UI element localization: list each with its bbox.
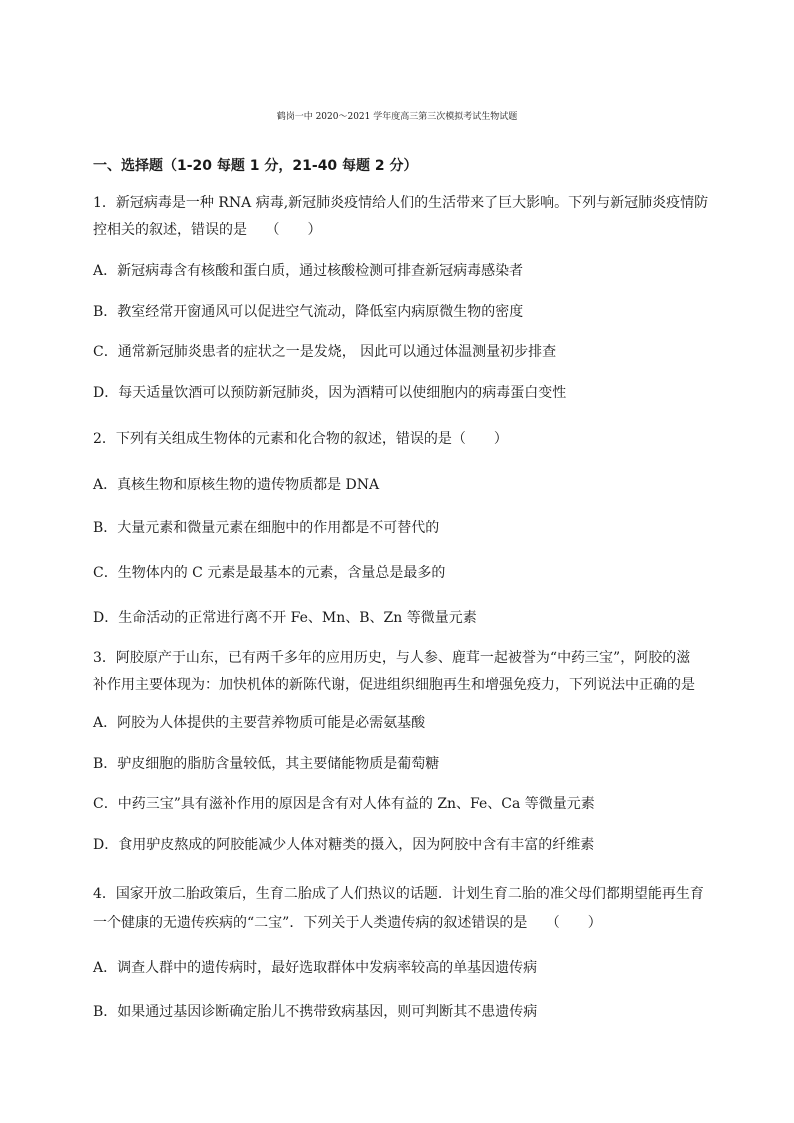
q2-option-c: C．生物体内的 C 元素是最基本的元素，含量总是最多的 bbox=[93, 565, 446, 581]
q3-stem-line1: 3．阿胶原产于山东，已有两千多年的应用历史，与人参、鹿茸一起被誉为“中药三宝”，阿胶的滋 bbox=[93, 650, 691, 666]
q3-option-b: B．驴皮细胞的脂肪含量较低，其主要储能物质是葡萄糖 bbox=[93, 756, 440, 772]
q4-stem-line1: 4．国家开放二胎政策后，生育二胎成了人们热议的话题．计划生育二胎的准父母们都期望能再生育 bbox=[93, 886, 704, 902]
q1-option-a: A．新冠病毒含有核酸和蛋白质，通过核酸检测可排查新冠病毒感染者 bbox=[93, 263, 524, 279]
q1-option-d: D．每天适量饮酒可以预防新冠肺炎，因为酒精可以使细胞内的病毒蛋白变性 bbox=[93, 385, 567, 401]
section-heading: 一、选择题（1-20 每题 1 分，21-40 每题 2 分） bbox=[93, 158, 418, 174]
q1-option-b: B．教室经常开窗通风可以促进空气流动，降低室内病原微生物的密度 bbox=[93, 304, 524, 320]
q2-option-b: B．大量元素和微量元素在细胞中的作用都是不可替代的 bbox=[93, 520, 440, 536]
q2-option-a: A．真核生物和原核生物的遗传物质都是 DNA bbox=[93, 477, 380, 493]
q4-option-b: B．如果通过基因诊断确定胎儿不携带致病基因，则可判断其不患遗传病 bbox=[93, 1004, 538, 1020]
q4-option-a: A．调查人群中的遗传病时，最好选取群体中发病率较高的单基因遗传病 bbox=[93, 960, 538, 976]
q4-stem-line2: 一个健康的无遗传疾病的“二宝”．下列关于人类遗传病的叙述错误的是 （ ） bbox=[93, 915, 602, 931]
q3-option-a: A．阿胶为人体提供的主要营养物质可能是必需氨基酸 bbox=[93, 715, 426, 731]
q3-stem-line2: 补作用主要体现为：加快机体的新陈代谢，促进组织细胞再生和增强免疫力，下列说法中正确的是 bbox=[93, 677, 695, 693]
q1-option-c: C．通常新冠肺炎患者的症状之一是发烧， 因此可以通过体温测量初步排查 bbox=[93, 344, 557, 360]
q1-stem-line1: 1．新冠病毒是一种 RNA 病毒,新冠肺炎疫情给人们的生活带来了巨大影响。下列与新冠肺炎疫情防 bbox=[93, 195, 709, 211]
exam-title: 鹤岗一中 2020～2021 学年度高三第三次模拟考试生物试题 bbox=[276, 112, 518, 122]
q2-option-d: D．生命活动的正常进行离不开 Fe、Mn、B、Zn 等微量元素 bbox=[93, 610, 477, 626]
q3-option-d: D．食用驴皮熬成的阿胶能减少人体对糖类的摄入，因为阿胶中含有丰富的纤维素 bbox=[93, 837, 595, 853]
q1-stem-line2: 控相关的叙述，错误的是 （ ） bbox=[93, 222, 322, 238]
q2-stem: 2．下列有关组成生物体的元素和化合物的叙述，错误的是（ ） bbox=[93, 431, 508, 447]
q3-option-c: C．中药三宝”具有滋补作用的原因是含有对人体有益的 Zn、Fe、Ca 等微量元素 bbox=[93, 796, 595, 812]
